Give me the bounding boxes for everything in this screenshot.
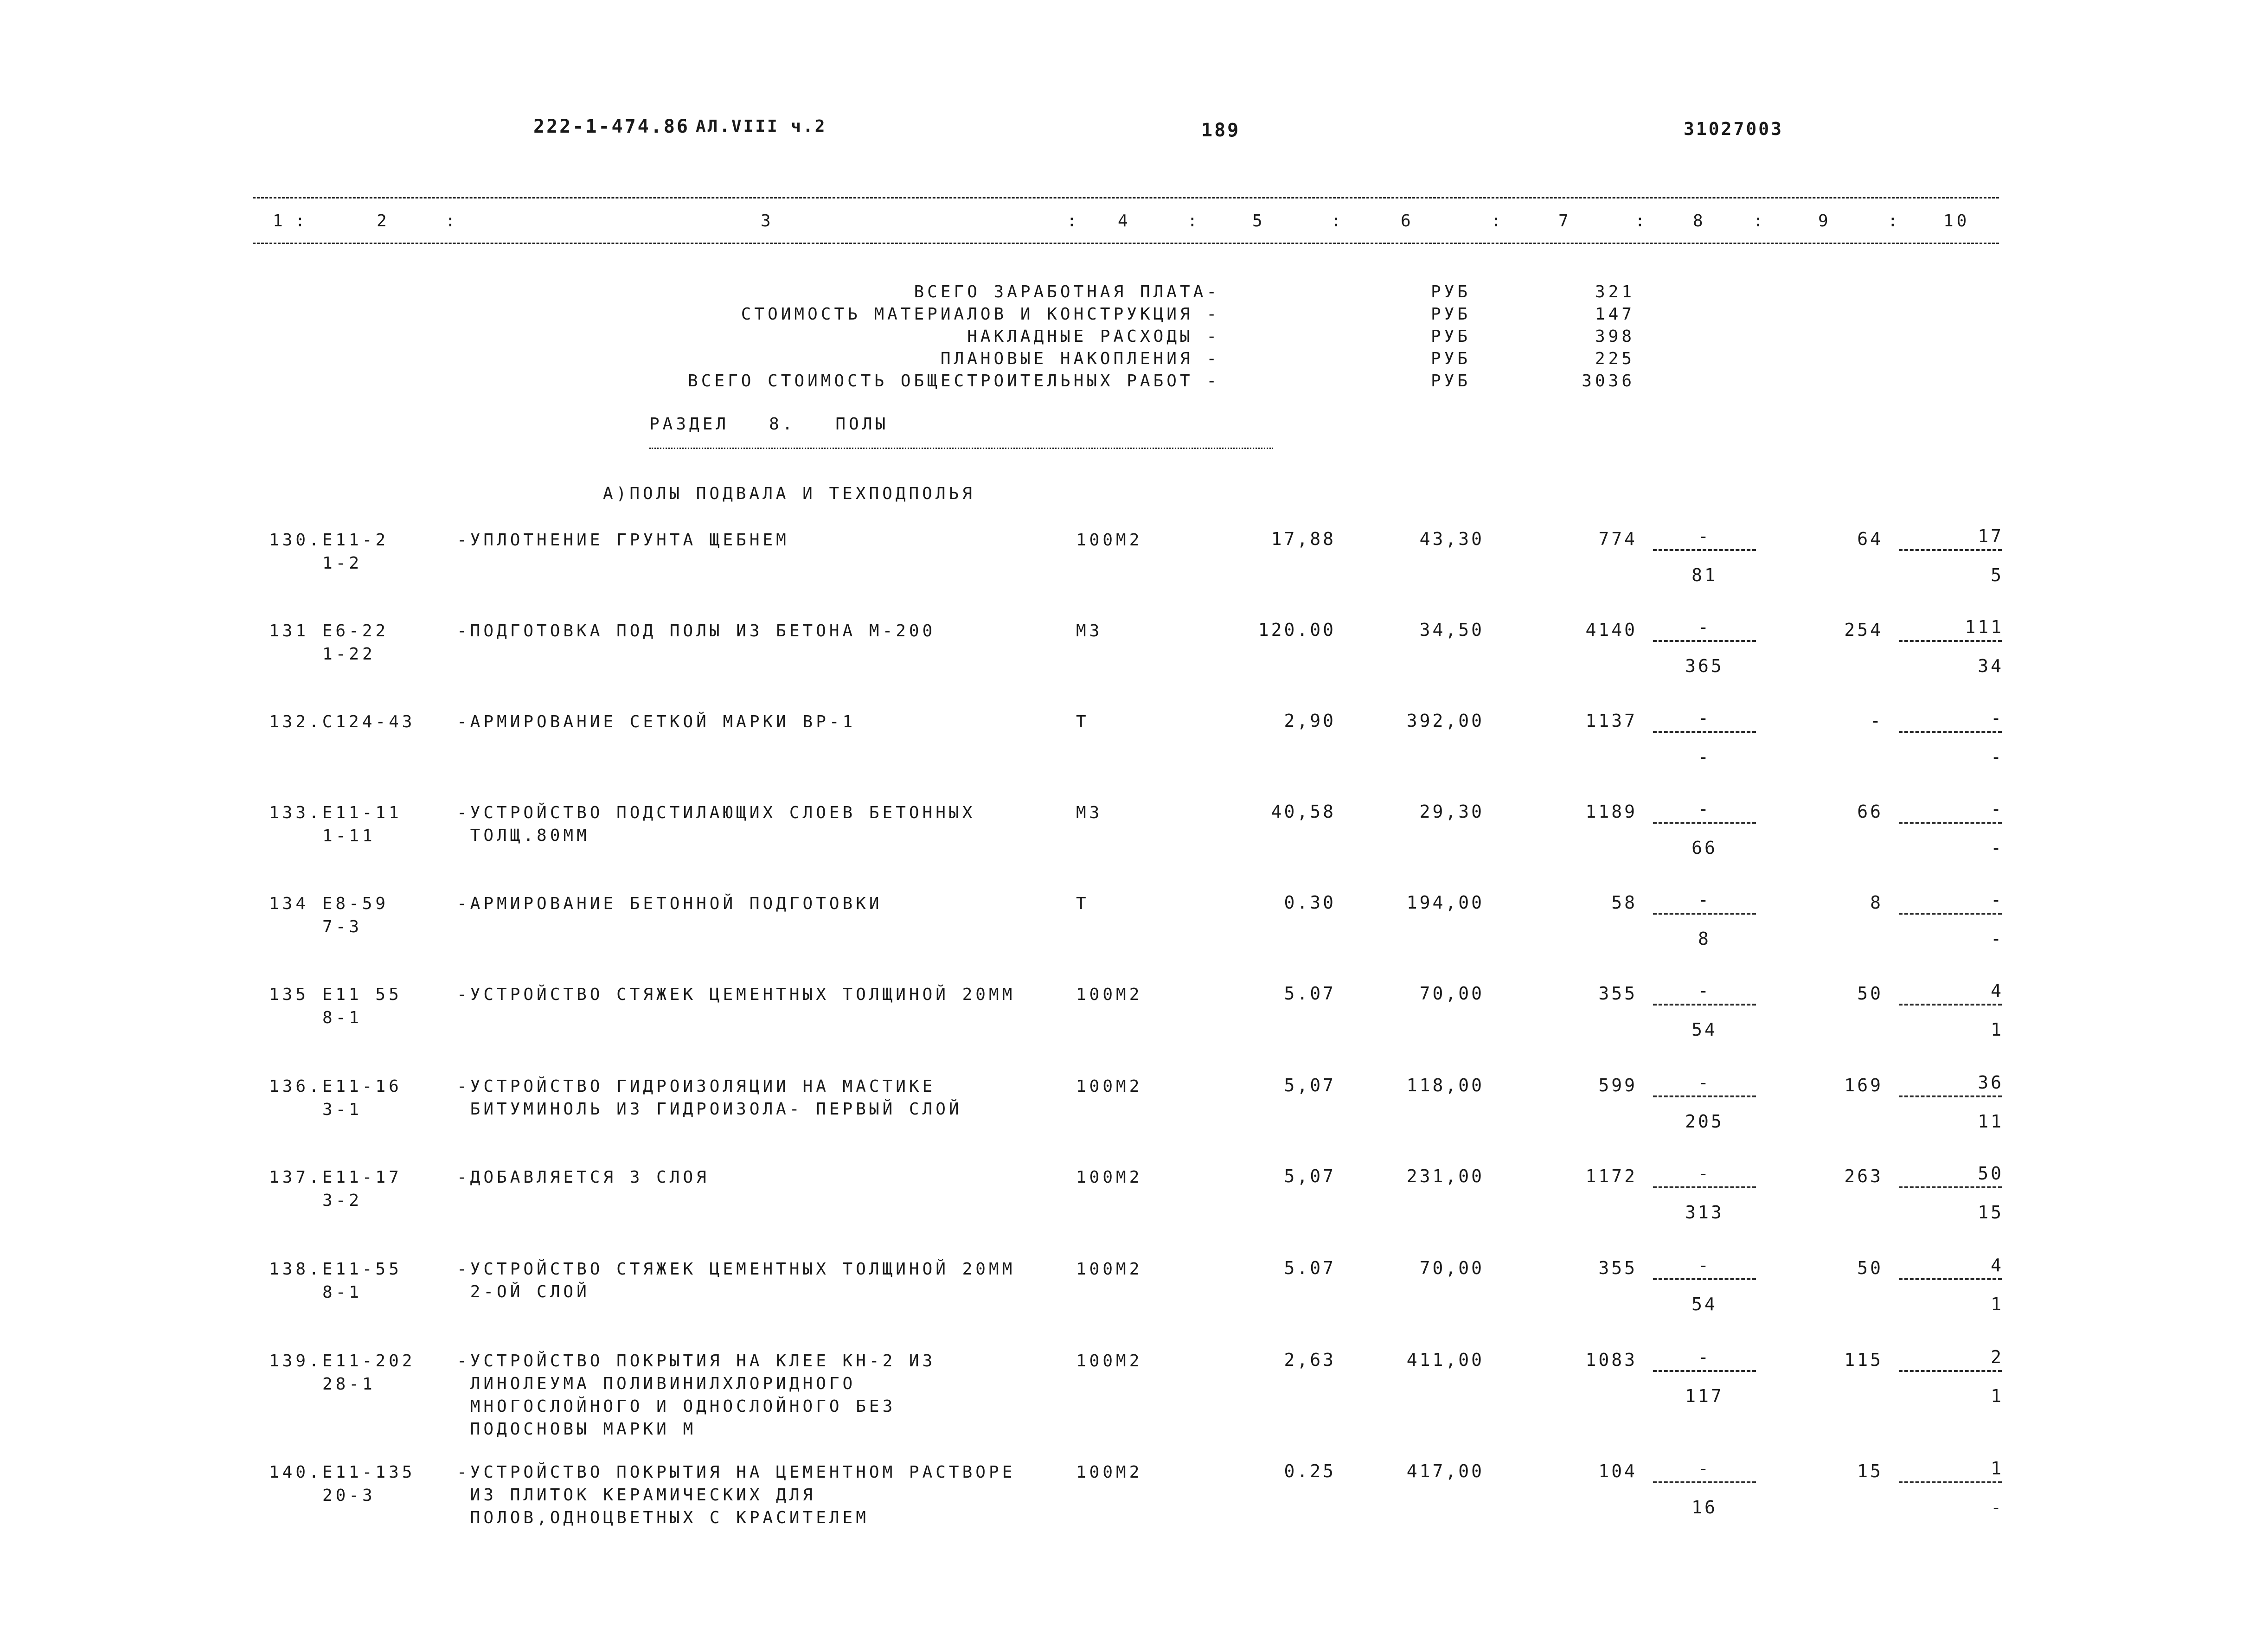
row-total: 4140 xyxy=(1585,620,1637,640)
row-description: -УСТРОЙСТВО ПОКРЫТИЯ НА КЛЕЕ КН-2 ИЗ xyxy=(457,1352,936,1371)
row-col9: 50 xyxy=(1857,1258,1883,1278)
row-unit-price: 118,00 xyxy=(1406,1075,1484,1095)
row-total: 355 xyxy=(1598,983,1637,1004)
row-col8-bottom: 54 xyxy=(1691,1019,1717,1040)
row-col9: 115 xyxy=(1844,1350,1883,1370)
row-unit-price: 392,00 xyxy=(1406,711,1484,731)
row-col10-fraction xyxy=(1897,1344,2004,1409)
row-code: 1-11 xyxy=(322,826,376,846)
row-description: -УПЛОТНЕНИЕ ГРУНТА ЩЕБНЕМ xyxy=(457,531,789,550)
row-description: ЛИНОЛЕУМА ПОЛИВИНИЛХЛОРИДНОГО xyxy=(457,1374,856,1393)
row-description: 2-ОЙ СЛОЙ xyxy=(457,1282,590,1301)
row-description: ТОЛЩ.80ММ xyxy=(457,826,590,845)
page-number: 189 xyxy=(1201,120,1241,141)
fraction-line xyxy=(1899,1004,2002,1006)
row-description: -АРМИРОВАНИЕ БЕТОННОЙ ПОДГОТОВКИ xyxy=(457,894,883,913)
total-label: НАКЛАДНЫЕ РАСХОДЫ - xyxy=(967,327,1220,346)
row-unit-price: 417,00 xyxy=(1406,1461,1484,1481)
row-col10-top: 36 xyxy=(1978,1072,2004,1093)
row-col10-bottom: 1 xyxy=(1991,1294,2004,1314)
row-col8-top: - xyxy=(1698,1163,1711,1184)
row-code: 8-1 xyxy=(322,1283,363,1302)
column-number-4: 4 xyxy=(1118,211,1131,231)
column-number-9: 9 xyxy=(1818,211,1832,231)
row-col8-top: - xyxy=(1698,799,1711,819)
row-unit: М3 xyxy=(1076,621,1103,641)
row-description: -УСТРОЙСТВО СТЯЖЕК ЦЕМЕНТНЫХ ТОЛЩИНОЙ 20ММ xyxy=(457,985,1016,1004)
fraction-line xyxy=(1899,731,2002,733)
fraction-line xyxy=(1653,1278,1756,1280)
row-col10-bottom: - xyxy=(1991,838,2004,858)
row-col10-fraction xyxy=(1897,1160,2004,1225)
row-col10-bottom: 15 xyxy=(1978,1202,2004,1223)
row-col10-bottom: 1 xyxy=(1991,1019,2004,1040)
row-col8-fraction xyxy=(1651,887,1758,952)
row-col8-bottom: 16 xyxy=(1691,1497,1717,1518)
row-col8-top: - xyxy=(1698,1072,1711,1093)
column-number-2: 2 xyxy=(377,211,390,231)
row-number: 134 Е8-59 xyxy=(269,894,389,913)
column-separator: : xyxy=(1753,211,1767,231)
fraction-line xyxy=(1899,1186,2002,1188)
row-description: МНОГОСЛОЙНОГО И ОДНОСЛОЙНОГО БЕЗ xyxy=(457,1397,896,1416)
row-col9: - xyxy=(1870,711,1883,731)
row-col8-fraction xyxy=(1651,1344,1758,1409)
column-number-5: 5 xyxy=(1252,211,1266,231)
fraction-line xyxy=(1899,549,2002,551)
row-quantity: 0.25 xyxy=(1284,1461,1336,1481)
row-quantity: 17,88 xyxy=(1271,529,1336,549)
row-description: -УСТРОЙСТВО ГИДРОИЗОЛЯЦИИ НА МАСТИКЕ xyxy=(457,1077,936,1096)
row-unit: Т xyxy=(1076,712,1089,731)
row-col8-fraction xyxy=(1651,705,1758,770)
row-unit-price: 194,00 xyxy=(1406,892,1484,913)
fraction-line xyxy=(1899,640,2002,642)
row-col9: 8 xyxy=(1870,892,1883,913)
row-col10-top: - xyxy=(1991,799,2004,819)
total-label: ПЛАНОВЫЕ НАКОПЛЕНИЯ - xyxy=(940,349,1220,368)
column-separator: : xyxy=(1635,211,1648,231)
fraction-line xyxy=(1899,913,2002,915)
row-col8-top: - xyxy=(1698,1255,1711,1275)
row-total: 1137 xyxy=(1585,711,1637,731)
row-unit-price: 411,00 xyxy=(1406,1350,1484,1370)
row-col8-bottom: 81 xyxy=(1691,565,1717,585)
fraction-line xyxy=(1899,1370,2002,1372)
row-number: 131 Е6-22 xyxy=(269,621,389,641)
row-col9: 15 xyxy=(1857,1461,1883,1481)
section-title: РАЗДЕЛ 8. ПОЛЫ xyxy=(649,415,889,434)
row-col10-top: 2 xyxy=(1991,1347,2004,1367)
row-total: 1172 xyxy=(1585,1166,1637,1186)
row-quantity: 5,07 xyxy=(1284,1166,1336,1186)
row-quantity: 5.07 xyxy=(1284,1258,1336,1278)
row-col10-bottom: 1 xyxy=(1991,1386,2004,1406)
column-number-7: 7 xyxy=(1558,211,1572,231)
row-total: 599 xyxy=(1598,1075,1637,1095)
row-col8-top: - xyxy=(1698,617,1711,637)
row-number: 136.Е11-16 xyxy=(269,1077,402,1096)
row-col8-fraction xyxy=(1651,1252,1758,1317)
row-col10-fraction xyxy=(1897,1252,2004,1317)
row-description: ПОДОСНОВЫ МАРКИ М xyxy=(457,1420,697,1439)
row-unit-price: 231,00 xyxy=(1406,1166,1484,1186)
row-description: -УСТРОЙСТВО ПОКРЫТИЯ НА ЦЕМЕНТНОМ РАСТВОРЕ xyxy=(457,1463,1016,1482)
row-unit-price: 43,30 xyxy=(1419,529,1484,549)
total-label: ВСЕГО СТОИМОСТЬ ОБЩЕСТРОИТЕЛЬНЫХ РАБОТ - xyxy=(688,372,1220,391)
row-number: 140.Е11-135 xyxy=(269,1463,416,1482)
fraction-line xyxy=(1653,1004,1756,1006)
row-quantity: 2,63 xyxy=(1284,1350,1336,1370)
row-code: 3-2 xyxy=(322,1191,363,1210)
row-col10-fraction xyxy=(1897,523,2004,588)
header-rule-top xyxy=(253,197,1999,199)
row-unit: М3 xyxy=(1076,803,1103,822)
total-value: 3036 xyxy=(1582,372,1635,391)
row-col9: 254 xyxy=(1844,620,1883,640)
row-code: 28-1 xyxy=(322,1375,376,1394)
row-col10-fraction xyxy=(1897,796,2004,861)
row-description: -УСТРОЙСТВО СТЯЖЕК ЦЕМЕНТНЫХ ТОЛЩИНОЙ 20ММ xyxy=(457,1260,1016,1279)
fraction-line xyxy=(1899,1095,2002,1097)
row-code: 20-3 xyxy=(322,1486,376,1505)
row-unit: Т xyxy=(1076,894,1089,913)
row-unit-price: 70,00 xyxy=(1419,983,1484,1004)
row-col8-bottom: - xyxy=(1698,747,1711,767)
column-separator: : xyxy=(1491,211,1505,231)
row-col8-top: - xyxy=(1698,708,1711,728)
fraction-line xyxy=(1899,1481,2002,1483)
column-separator: : xyxy=(1888,211,1901,231)
row-code: 7-3 xyxy=(322,917,363,936)
fraction-line xyxy=(1899,822,2002,824)
row-unit-price: 34,50 xyxy=(1419,620,1484,640)
row-quantity: 0.30 xyxy=(1284,892,1336,913)
row-col8-bottom: 313 xyxy=(1685,1202,1724,1223)
row-col8-fraction xyxy=(1651,796,1758,861)
total-label: СТОИМОСТЬ МАТЕРИАЛОВ И КОНСТРУКЦИЯ - xyxy=(741,305,1220,324)
row-col10-fraction xyxy=(1897,705,2004,770)
row-col8-fraction xyxy=(1651,978,1758,1043)
row-quantity: 2,90 xyxy=(1284,711,1336,731)
row-col10-fraction xyxy=(1897,887,2004,952)
row-col8-bottom: 365 xyxy=(1685,656,1724,676)
total-value: 321 xyxy=(1595,282,1635,301)
row-unit-price: 70,00 xyxy=(1419,1258,1484,1278)
row-total: 1083 xyxy=(1585,1350,1637,1370)
row-total: 355 xyxy=(1598,1258,1637,1278)
row-unit: 100М2 xyxy=(1076,1352,1143,1371)
column-separator: : xyxy=(1331,211,1345,231)
row-col8-fraction xyxy=(1651,1070,1758,1134)
row-col10-top: - xyxy=(1991,890,2004,910)
total-value: 147 xyxy=(1595,305,1635,324)
row-col10-bottom: 5 xyxy=(1991,565,2004,585)
fraction-line xyxy=(1653,549,1756,551)
row-unit-price: 29,30 xyxy=(1419,801,1484,822)
column-number-3: 3 xyxy=(761,211,774,231)
row-col8-bottom: 54 xyxy=(1691,1294,1717,1314)
row-col8-fraction xyxy=(1651,1455,1758,1520)
row-total: 774 xyxy=(1598,529,1637,549)
row-col8-bottom: 117 xyxy=(1685,1386,1724,1406)
row-col8-top: - xyxy=(1698,526,1711,546)
row-quantity: 40,58 xyxy=(1271,801,1336,822)
row-total: 1189 xyxy=(1585,801,1637,822)
row-col10-bottom: 11 xyxy=(1978,1111,2004,1132)
album-reference: АЛ.VIII ч.2 xyxy=(696,117,827,136)
row-unit: 100М2 xyxy=(1076,1077,1143,1096)
row-col8-fraction xyxy=(1651,523,1758,588)
row-code: 3-1 xyxy=(322,1100,363,1119)
row-description: -ДОБАВЛЯЕТСЯ 3 СЛОЯ xyxy=(457,1168,710,1187)
row-code: 1-2 xyxy=(322,554,363,573)
row-col10-top: 111 xyxy=(1965,617,2004,637)
column-separator: : xyxy=(1067,211,1080,231)
row-number: 138.Е11-55 xyxy=(269,1260,402,1279)
row-col8-bottom: 205 xyxy=(1685,1111,1724,1132)
row-total: 104 xyxy=(1598,1461,1637,1481)
total-unit: РУБ xyxy=(1431,282,1471,301)
row-description: ИЗ ПЛИТОК КЕРАМИЧЕСКИХ ДЛЯ xyxy=(457,1486,816,1505)
fraction-line xyxy=(1653,1370,1756,1372)
row-col10-fraction xyxy=(1897,1455,2004,1520)
row-col10-top: 50 xyxy=(1978,1163,2004,1184)
column-number-8: 8 xyxy=(1693,211,1706,231)
header-rule-bottom xyxy=(253,243,1999,244)
total-value: 225 xyxy=(1595,349,1635,368)
row-col10-bottom: - xyxy=(1991,929,2004,949)
row-col8-top: - xyxy=(1698,890,1711,910)
column-number-10: 10 xyxy=(1943,211,1970,231)
section-underline xyxy=(649,448,1273,449)
row-col10-top: 4 xyxy=(1991,1255,2004,1275)
row-col9: 50 xyxy=(1857,983,1883,1004)
column-number-1: 1 xyxy=(273,211,286,231)
row-col9: 66 xyxy=(1857,801,1883,822)
row-col8-top: - xyxy=(1698,1458,1711,1479)
row-description: -ПОДГОТОВКА ПОД ПОЛЫ ИЗ БЕТОНА М-200 xyxy=(457,621,936,641)
row-col10-top: 17 xyxy=(1978,526,2004,546)
doc-code: 222-1-474.86 xyxy=(533,116,690,137)
row-col8-top: - xyxy=(1698,1347,1711,1367)
column-separator: : xyxy=(1187,211,1201,231)
row-col10-top: 1 xyxy=(1991,1458,2004,1479)
row-col9: 64 xyxy=(1857,529,1883,549)
row-quantity: 120.00 xyxy=(1258,620,1336,640)
fraction-line xyxy=(1653,822,1756,824)
row-quantity: 5.07 xyxy=(1284,983,1336,1004)
total-unit: РУБ xyxy=(1431,327,1471,346)
fraction-line xyxy=(1653,1095,1756,1097)
row-col10-bottom: - xyxy=(1991,1497,2004,1518)
row-quantity: 5,07 xyxy=(1284,1075,1336,1095)
fraction-line xyxy=(1653,731,1756,733)
row-col10-top: 4 xyxy=(1991,980,2004,1001)
row-unit: 100М2 xyxy=(1076,531,1143,550)
total-unit: РУБ xyxy=(1431,372,1471,391)
row-number: 133.Е11-11 xyxy=(269,803,402,822)
row-col10-bottom: - xyxy=(1991,747,2004,767)
column-separator: : xyxy=(445,211,459,231)
row-col10-top: - xyxy=(1991,708,2004,728)
fraction-line xyxy=(1899,1278,2002,1280)
fraction-line xyxy=(1653,1186,1756,1188)
project-code: 31027003 xyxy=(1684,119,1784,139)
row-description: -УСТРОЙСТВО ПОДСТИЛАЮЩИХ СЛОЕВ БЕТОННЫХ xyxy=(457,803,976,822)
subsection-title: А)ПОЛЫ ПОДВАЛА И ТЕХПОДПОЛЬЯ xyxy=(603,484,975,503)
row-unit: 100М2 xyxy=(1076,985,1143,1004)
total-label: ВСЕГО ЗАРАБОТНАЯ ПЛАТА- xyxy=(914,282,1220,301)
column-number-6: 6 xyxy=(1401,211,1414,231)
row-number: 130.Е11-2 xyxy=(269,531,389,550)
total-value: 398 xyxy=(1595,327,1635,346)
total-unit: РУБ xyxy=(1431,305,1471,324)
row-col8-top: - xyxy=(1698,980,1711,1001)
row-col9: 169 xyxy=(1844,1075,1883,1095)
fraction-line xyxy=(1653,640,1756,642)
row-description: ПОЛОВ,ОДНОЦВЕТНЫХ С КРАСИТЕЛЕМ xyxy=(457,1508,869,1527)
row-number: 139.Е11-202 xyxy=(269,1352,416,1371)
row-col8-fraction xyxy=(1651,614,1758,679)
column-separator: : xyxy=(295,211,308,231)
row-unit: 100М2 xyxy=(1076,1463,1143,1482)
row-total: 58 xyxy=(1611,892,1637,913)
row-col9: 263 xyxy=(1844,1166,1883,1186)
row-number: 132.С124-43 xyxy=(269,712,416,731)
row-col10-fraction xyxy=(1897,1070,2004,1134)
row-number: 135 Е11 55 xyxy=(269,985,402,1004)
row-col10-fraction xyxy=(1897,614,2004,679)
row-number: 137.Е11-17 xyxy=(269,1168,402,1187)
row-description: -АРМИРОВАНИЕ СЕТКОЙ МАРКИ ВР-1 xyxy=(457,712,856,731)
fraction-line xyxy=(1653,1481,1756,1483)
row-col8-fraction xyxy=(1651,1160,1758,1225)
total-unit: РУБ xyxy=(1431,349,1471,368)
row-unit: 100М2 xyxy=(1076,1168,1143,1187)
row-col8-bottom: 8 xyxy=(1698,929,1711,949)
row-col10-fraction xyxy=(1897,978,2004,1043)
row-code: 1-22 xyxy=(322,645,376,664)
fraction-line xyxy=(1653,913,1756,915)
row-description: БИТУМИНОЛЬ ИЗ ГИДРОИЗОЛА- ПЕРВЫЙ СЛОЙ xyxy=(457,1100,962,1119)
row-col8-bottom: 66 xyxy=(1691,838,1717,858)
row-unit: 100М2 xyxy=(1076,1260,1143,1279)
row-code: 8-1 xyxy=(322,1008,363,1027)
row-col10-bottom: 34 xyxy=(1978,656,2004,676)
